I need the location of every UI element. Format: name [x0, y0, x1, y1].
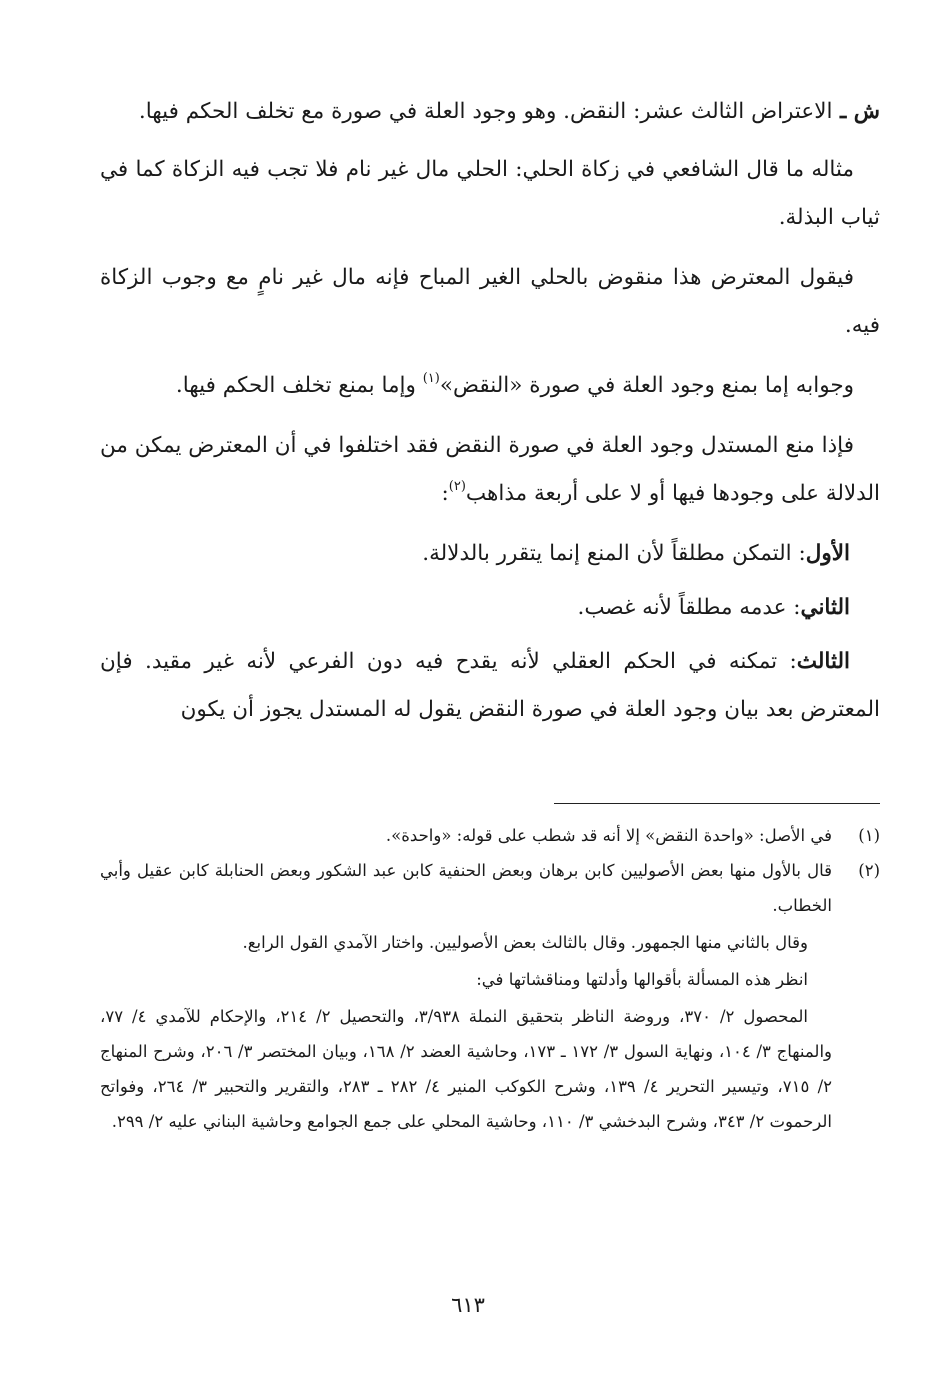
- paragraph-text: :: [441, 481, 449, 506]
- paragraph-text: وإما بمنع تخلف الحكم فيها.: [175, 373, 423, 398]
- paragraph-text: الاعتراض الثالث عشر: النقض. وهو وجود العلة في صورة مع تخلف الحكم فيها.: [138, 99, 833, 124]
- footnote-ref-1[interactable]: (١): [422, 371, 440, 386]
- footnote-divider: [554, 803, 880, 804]
- footnote-number: (١): [858, 826, 880, 845]
- paragraph-text: وجوابه إما بمنع وجود العلة في صورة «النقض»: [439, 373, 854, 398]
- paragraph-example: مثاله ما قال الشافعي في زكاة الحلي: الحلي مال غير نام فلا تجب فيه الزكاة كما في ثياب البذلة.: [100, 157, 880, 230]
- footnote-number: (٢): [858, 861, 880, 880]
- paragraph-third-view: [100, 638, 880, 734]
- footnote-text: وقال بالثاني منها الجمهور. وقال بالثالث بعض الأصوليين. واختار الآمدي القول الرابع.: [242, 933, 808, 952]
- paragraph-objector: فيقول المعترض هذا منقوض بالحلي الغير المباح فإنه مال غير نامٍ مع وجوب الزكاة فيه.: [100, 265, 880, 338]
- footnote-body: [100, 818, 832, 853]
- paragraph-text: فإذا منع المستدل وجود العلة في صورة النقض فقد اختلفوا في أن المعترض يمكن من الدلالة على وجودها فيها أو لا على أربعة مذاهب: [100, 433, 880, 506]
- footnotes: [100, 818, 880, 1139]
- lead-dash: ـ: [832, 99, 854, 124]
- page-number: ٦١٣: [451, 1293, 485, 1317]
- lead-shin: ش: [853, 99, 880, 124]
- paragraph-schools: [100, 422, 880, 518]
- footnote-2: [100, 853, 880, 1139]
- view-label-first: الأول: [805, 541, 850, 566]
- footnote-references: المحصول ٢/ ٣٧٠، وروضة الناظر بتحقيق النملة ٣/٩٣٨، والتحصيل ٢/ ٢١٤، والإحكام للآمدي ٤/ ٧٧، والمنهاج ٣/ ١٠٤، ونهاية السول ٣/ ١٧٢ ـ ١٧٣، وحاشية العضد ٢/ ١٦٨، وبيان المختصر ٣/ ٢٠٦، وشرح المنهاج ٢/ ٧١٥، وتيسير التحرير ٤/ ١٣٩، وشرح الكوكب المنير ٤/ ٢٨٢ ـ ٢٨٣، والتقرير والتحبير ٣/ ٢٦٤، وفواتح الرحموت ٢/ ٣٤٣، وشرح البدخشي ٣/ ١١٠، وحاشية المحلي على جمع الجوامع وحاشية البناني عليه ٢/ ٢٩٩.: [100, 1007, 833, 1131]
- paragraph-text: : التمكن مطلقاً لأن المنع إنما يتقرر بالدلالة.: [422, 541, 806, 566]
- view-label-second: الثاني: [800, 595, 850, 620]
- main-text: [100, 88, 880, 740]
- footnote-body: [100, 853, 832, 1139]
- footnote-ref-2[interactable]: (٢): [448, 479, 466, 494]
- footnote-1: [100, 818, 880, 853]
- paragraph-second-view: [100, 584, 880, 632]
- paragraph-answer: [100, 362, 880, 410]
- paragraph-first-view: [100, 530, 880, 578]
- view-label-third: الثالث: [796, 649, 850, 674]
- paragraph-text: : عدمه مطلقاً لأنه غصب.: [577, 595, 801, 620]
- footnote-text: في الأصل: «واحدة النقض» إلا أنه قد شطب على قوله: «واحدة».: [385, 826, 832, 845]
- footnote-text: قال بالأول منها بعض الأصوليين كابن برهان وبعض الحنفية كابن عبد الشكور وبعض الحنابلة كابن عقيل وأبي الخطاب.: [100, 861, 832, 915]
- paragraph-text: : تمكنه في الحكم العقلي لأنه يقدح فيه دون الفرعي لأنه غير مقيد. فإن المعترض بعد بيان وجود العلة في صورة النقض يقول له المستدل يجوز أن يكون: [100, 649, 880, 722]
- footnote-text: انظر هذه المسألة بأقوالها وأدلتها ومناقشاتها في:: [476, 970, 808, 989]
- paragraph-objection-13: [100, 88, 880, 136]
